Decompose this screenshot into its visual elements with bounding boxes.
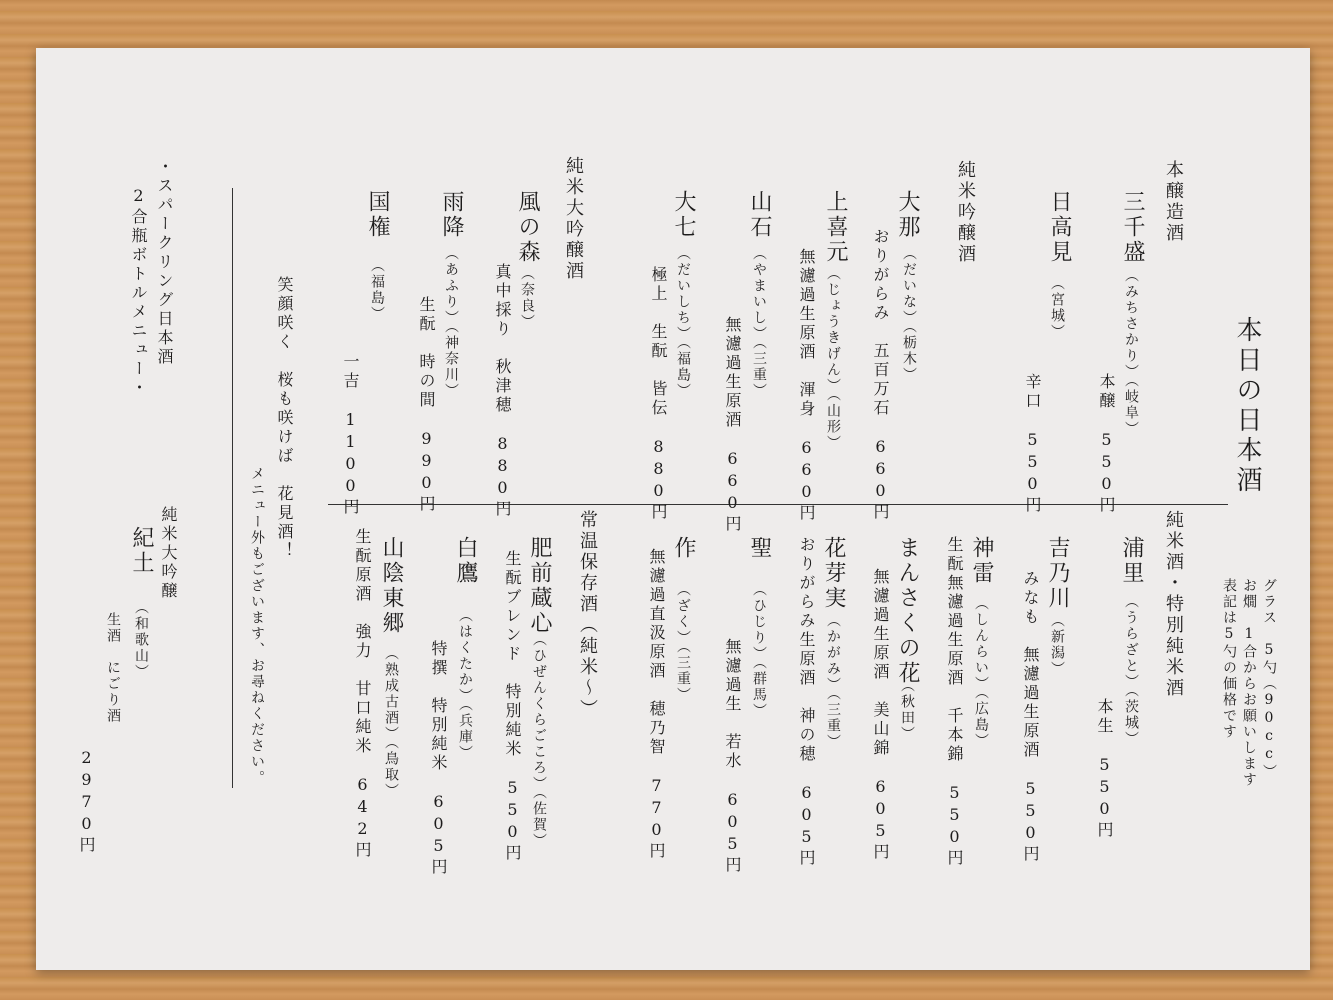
- item-origin: （じょうきげん）（山形）: [825, 266, 841, 451]
- item-origin: （うらざと）（茨城）: [1123, 594, 1139, 747]
- menu-card: [36, 48, 1310, 970]
- item-detail: おりがらみ生原酒 神の穂 605円: [797, 536, 816, 868]
- item-detail: 辛口 550円: [1023, 373, 1042, 515]
- section-junmai-daiginjo: 純米大吟醸酒: [563, 156, 584, 282]
- item-detail: みなも 無濾過生原酒 550円: [1021, 570, 1040, 864]
- item-name: 白鷹: [453, 536, 478, 586]
- sparkling-line-1: ・スパークリング日本酒: [155, 158, 174, 367]
- item-origin: （熟成古酒）（鳥取）: [383, 646, 399, 799]
- item-origin: （新潟）: [1049, 613, 1065, 677]
- item-name: 聖: [747, 536, 772, 561]
- item-origin: （ひじり）（群馬）: [751, 582, 767, 719]
- kishi-origin: （和歌山）: [133, 600, 149, 680]
- item-name: 花芽実: [821, 536, 846, 611]
- item-origin: （奈良）: [519, 266, 535, 330]
- item-name: 山陰東郷: [379, 536, 404, 636]
- item-name: 浦里: [1119, 536, 1144, 586]
- kishi-price: 2970円: [77, 748, 96, 855]
- item-origin: （宮城）: [1049, 276, 1065, 340]
- hanami-line-1: 笑顔咲く 桜も咲けば 花見酒！: [275, 276, 294, 561]
- item-origin: （ざく）（三重）: [675, 582, 691, 703]
- item-origin: （やまいし）（三重）: [751, 246, 767, 399]
- item-detail: 無濾過生原酒 美山錦 605円: [871, 568, 890, 862]
- glass-note-line-2: お燗 1合からお願いします: [1241, 578, 1257, 788]
- item-name: 大七: [671, 190, 696, 240]
- item-name: 国権: [365, 190, 390, 240]
- item-name: 作: [671, 536, 696, 561]
- kishi-detail: 生酒 にごり酒: [105, 612, 121, 724]
- item-origin: （みちさかり）（岐阜）: [1123, 268, 1139, 437]
- item-detail: 極上 生酛 皆伝 880円: [649, 266, 668, 522]
- item-detail: 本生 550円: [1095, 698, 1114, 840]
- item-detail: 無濾過直汲原酒 穂乃智 770円: [647, 548, 666, 861]
- item-name: 大那: [895, 190, 920, 240]
- item-name: 肥前蔵心: [527, 536, 552, 636]
- item-detail: 一吉 1100円: [341, 353, 360, 517]
- item-detail: 生酛無濾過生原酒 千本錦 550円: [945, 536, 964, 868]
- item-detail: 本醸 550円: [1097, 373, 1116, 515]
- item-origin: （だいな）（栃木）: [901, 246, 917, 383]
- sparkling-line-2: 2合瓶ボトルメニュー・: [129, 186, 148, 398]
- item-detail: 無濾過生原酒 渾身 660円: [797, 248, 816, 523]
- section-junmai: 純米酒・特別純米酒: [1163, 510, 1184, 699]
- center-divider: [328, 504, 1228, 505]
- item-origin: （あふり）（神奈川）: [443, 246, 459, 399]
- section-junmai-ginjo: 純米吟醸酒: [955, 160, 976, 265]
- item-origin: （かがみ）（三重）: [825, 613, 841, 750]
- item-name: 吉乃川: [1045, 536, 1070, 611]
- hanami-line-2: メニュー外もございます、お尋ねください。: [249, 466, 265, 786]
- item-origin: （だいしち）（福島）: [675, 246, 691, 399]
- item-name: 三千盛: [1120, 190, 1145, 265]
- item-detail: 特撰 特別純米 605円: [429, 640, 448, 877]
- item-detail: 生酛 時の間 990円: [417, 296, 436, 514]
- section-honjozo: 本醸造酒: [1163, 160, 1184, 244]
- item-origin: （秋田）: [899, 678, 915, 742]
- item-name: 上喜元: [823, 190, 848, 265]
- item-origin: （しんらい）（広島）: [973, 596, 989, 749]
- section-jouon: 常温保存酒（純米〜）: [577, 510, 598, 720]
- glass-note-line-3: 表記は5勺の価格です: [1221, 578, 1237, 740]
- glass-note-line-1: グラス 5勺（90cc）: [1261, 578, 1277, 780]
- item-origin: （ひぜんくらごころ）（佐賀）: [531, 632, 547, 849]
- item-name: 日高見: [1047, 190, 1072, 265]
- item-name: まんさくの花: [895, 536, 920, 686]
- item-name: 雨降: [439, 190, 464, 240]
- left-divider: [232, 188, 233, 788]
- item-detail: 真中採り 秋津穂 880円: [493, 263, 512, 519]
- item-name: 神雷: [969, 536, 994, 586]
- item-detail: 無濾過生 若水 605円: [723, 638, 742, 875]
- item-detail: 無濾過生原酒 660円: [723, 316, 742, 534]
- item-name: 風の森: [515, 190, 540, 265]
- kishi-kind: 純米大吟醸: [159, 506, 178, 601]
- menu-title: 本日の日本酒: [1232, 316, 1262, 496]
- item-origin: （はくたか）（兵庫）: [457, 608, 473, 761]
- item-origin: （福島）: [369, 258, 385, 322]
- kishi-name: 紀土: [129, 526, 154, 576]
- item-name: 山石: [747, 190, 772, 240]
- item-detail: 生酛原酒 強力 甘口純米 642円: [353, 528, 372, 860]
- item-detail: 生酛ブレンド 特別純米 550円: [503, 550, 522, 863]
- item-detail: おりがらみ 五百万石 660円: [871, 228, 890, 522]
